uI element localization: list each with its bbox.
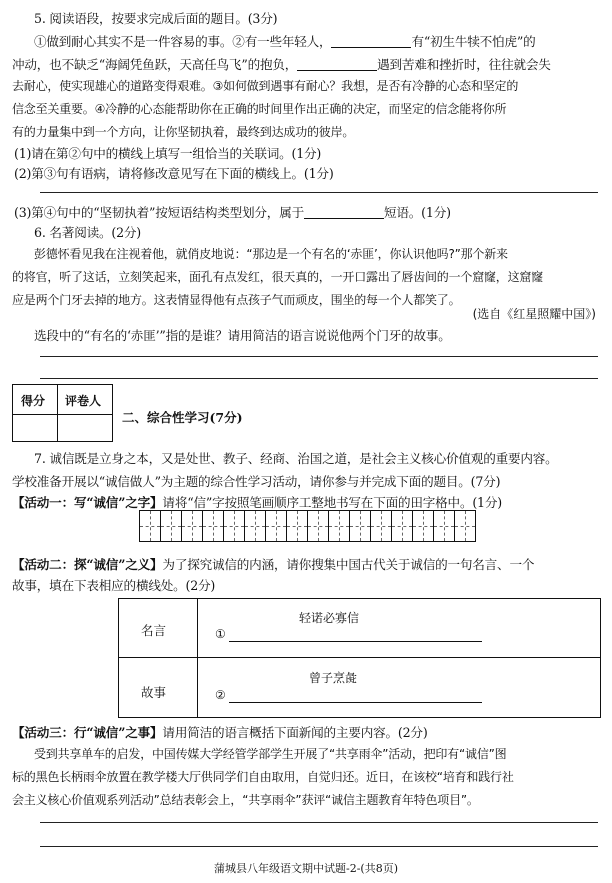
grid-cell[interactable] <box>392 511 413 541</box>
activity-3-answer-line-2[interactable] <box>40 846 598 847</box>
q5-para-text: ①做到耐心其实不是一件容易的事。②有一些年轻人， <box>34 34 332 49</box>
score-box <box>12 384 113 442</box>
grid-cell[interactable] <box>308 511 329 541</box>
page-footer: 蒲城县八年级语文期中试题-2-(共8页) <box>213 862 398 875</box>
row-label-saying: 名言 <box>141 623 167 638</box>
activity-1-tag: 【活动一：写“诚信”之字】 <box>12 495 163 510</box>
grid-cell[interactable] <box>245 511 266 541</box>
grid-cell[interactable] <box>182 511 203 541</box>
q6-para-line-2: 的将官，听了这话，立刻笑起来，面孔有点发红，很天真的，一开口露出了唇齿间的一个窟窿，这窟窿 <box>12 270 544 284</box>
activity-3-text: 请用简洁的语言概括下面新闻的主要内容。(2分) <box>162 725 428 740</box>
q5-para-line-2 <box>12 54 551 73</box>
news-line-3: 会主义核心价值观系列活动”总结表彰会上，“共享雨伞”获评“诚信主题教育年特色项目”。 <box>12 793 479 807</box>
q6-para-line-3: 应是两个门牙去掉的地方。这表情显得他有点孩子气而顽皮，围坐的每一个人都笑了。 <box>12 293 461 307</box>
grid-cell[interactable] <box>413 511 434 541</box>
q5-title: 5. 阅读语段，按要求完成后面的题目。(3分) <box>34 11 278 26</box>
grader-label: 评卷人 <box>65 394 102 408</box>
q6-question: 选段中的“有名的‘赤匪’”指的是谁？请用简洁的语言说说他两个门牙的故事。 <box>34 328 451 343</box>
grid-cell[interactable] <box>371 511 392 541</box>
activity-2-line-2: 故事，填在下表相应的横线处。(2分) <box>12 578 216 593</box>
saying-example: 轻诺必寡信 <box>299 611 360 625</box>
activity-2-line <box>12 554 534 573</box>
activity-1-text: 请将“信”字按照笔画顺序工整地书写在下面的田字格中。(1分) <box>162 495 502 510</box>
grid-cell[interactable] <box>203 511 224 541</box>
news-line-2: 标的黑色长柄雨伞放置在教学楼大厅供同学们自由取用，自觉归还。近日，在该校“培育和践行社 <box>12 770 514 784</box>
activity-3-answer-line-1[interactable] <box>40 822 598 823</box>
row-label-story: 故事 <box>141 685 167 700</box>
activity-1-line <box>12 492 502 511</box>
q5-para-text: 冲动，也不缺乏“海阔凭鱼跃，天高任鸟飞”的抱负， <box>12 57 298 72</box>
q5-blank-3[interactable] <box>304 206 384 219</box>
news-line-1: 受到共享单车的启发，中国传媒大学经管学部学生开展了“共享雨伞”活动，把印有“诚信”图 <box>34 747 507 761</box>
grid-cell[interactable] <box>140 511 161 541</box>
q6-para-line-1: 彭德怀看见我在注视着他，就俏皮地说：“那边是一个有名的‘赤匪’，你认识他吗?”那个新来 <box>34 247 508 261</box>
tianzige-grid[interactable] <box>139 510 476 542</box>
q6-source: (选自《红星照耀中国》) <box>472 307 596 321</box>
q5-para-text: 遇到苦难和挫折时，往往就会失 <box>377 57 551 72</box>
grid-cell[interactable] <box>266 511 287 541</box>
q5-blank-2[interactable] <box>297 58 377 71</box>
story-blank-mark: ② <box>215 688 226 702</box>
section-2-title: 二、综合性学习(7分) <box>122 410 243 425</box>
q6-answer-line-2[interactable] <box>40 378 598 379</box>
grid-cell[interactable] <box>455 511 476 541</box>
grid-cell[interactable] <box>224 511 245 541</box>
story-answer-line[interactable] <box>229 702 482 703</box>
grid-cell[interactable] <box>287 511 308 541</box>
grid-cell[interactable] <box>161 511 182 541</box>
q5-para-line-3: 去耐心，使实现雄心的道路变得艰难。③如何做到遇事有耐心？我想，是否有冷静的心态和坚定的 <box>12 79 519 93</box>
q6-answer-line-1[interactable] <box>40 356 598 357</box>
q5-para-line-5: 有的力量集中到一个方向，让你坚韧执着，最终到达成功的彼岸。 <box>12 125 355 139</box>
activity-2-text: 为了探究诚信的内涵，请你搜集中国古代关于诚信的一句名言、一个 <box>162 557 535 572</box>
q7-para-line-2: 学校准备开展以“诚信做人”为主题的综合性学习活动，请你参与并完成下面的题目。(7分) <box>12 474 501 489</box>
activity-2-tag: 【活动二：探“诚信”之义】 <box>12 557 163 572</box>
q5-para-text: 有“初生牛犊不怕虎”的 <box>411 34 536 49</box>
q6-title: 6. 名著阅读。(2分) <box>34 225 142 240</box>
q7-para-line-1: 7. 诚信既是立身之本，又是处世、教子、经商、治国之道，是社会主义核心价值观的重要内容。 <box>34 451 558 466</box>
q5-sub-3 <box>14 202 451 221</box>
score-label: 得分 <box>21 394 46 408</box>
story-example: 曾子烹彘 <box>309 671 358 685</box>
q5-answer-line[interactable] <box>40 192 598 193</box>
grid-cell[interactable] <box>329 511 350 541</box>
q5-sub-2: (2)第③句有语病，请将修改意见写在下面的横线上。(1分) <box>14 166 334 181</box>
activity-3-tag: 【活动三：行“诚信”之事】 <box>12 725 163 740</box>
saying-answer-line[interactable] <box>229 641 482 642</box>
grid-cell[interactable] <box>350 511 371 541</box>
q5-sub-3-text: 短语。(1分) <box>384 205 451 220</box>
q5-sub-3-text: (3)第④句中的“坚韧执着”按短语结构类型划分，属于 <box>14 205 304 220</box>
q5-para-line-1 <box>34 31 535 50</box>
activity-3-line <box>12 722 428 741</box>
grid-cell[interactable] <box>434 511 455 541</box>
q5-sub-1: (1)请在第②句中的横线上填写一组恰当的关联词。(1分) <box>14 146 322 161</box>
saying-blank-mark: ① <box>215 627 226 641</box>
q5-para-line-4: 信念至关重要。④冷静的心态能帮助你在正确的时间里作出正确的决定，而坚定的信念能将你所 <box>12 102 507 116</box>
saying-story-table <box>118 598 601 718</box>
q5-blank-1[interactable] <box>331 35 411 48</box>
